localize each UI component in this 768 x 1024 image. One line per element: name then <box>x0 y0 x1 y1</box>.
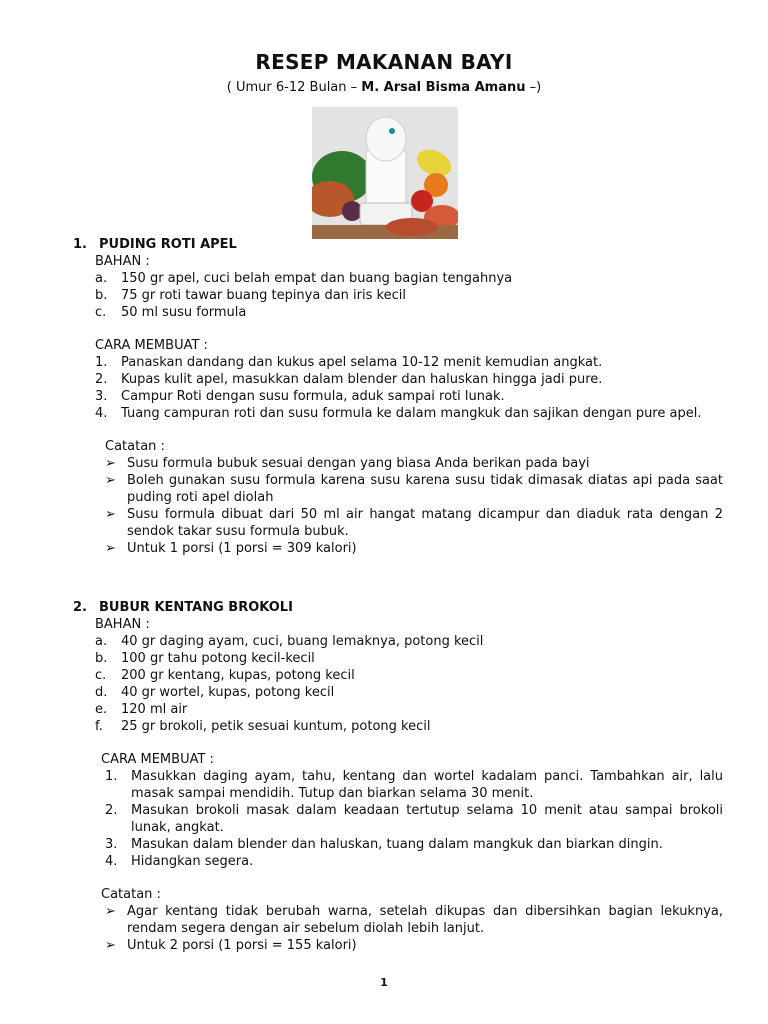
subtitle-prefix: ( Umur 6-12 Bulan – <box>226 80 362 95</box>
list-item: 2. Masukan brokoli masak dalam keadaan tertutup selama 10 menit atau sampai brokoli lunak, angkat. <box>105 803 723 835</box>
cara-label: CARA MEMBUAT : <box>101 752 214 767</box>
blender-vegetables-photo <box>312 107 458 239</box>
method-list <box>105 768 723 870</box>
list-item: ➢ Untuk 1 porsi (1 porsi = 309 kalori) <box>105 541 357 556</box>
list-item: b. 100 gr tahu potong kecil-kecil <box>95 651 315 666</box>
section-number: 1. <box>73 237 87 252</box>
catatan-label: Catatan : <box>101 887 161 902</box>
list-item: 3. Masukan dalam blender dan haluskan, tuang dalam mangkuk dan biarkan dingin. <box>105 837 663 852</box>
subtitle-suffix: –) <box>525 80 542 95</box>
section-2-title <box>73 599 723 616</box>
section-title-text: BUBUR KENTANG BROKOLI <box>99 600 293 615</box>
list-item: ➢ Agar kentang tidak berubah warna, setelah dikupas dan dibersihkan bagian lekuknya, rendam segera dengan air sebelum diolah lebih lanjut. <box>105 904 723 936</box>
bahan-label: BAHAN : <box>95 254 150 269</box>
list-item: b. 75 gr roti tawar buang tepinya dan iris kecil <box>95 288 406 303</box>
method-list <box>95 354 723 422</box>
list-item: f. 25 gr brokoli, petik sesuai kuntum, potong kecil <box>95 719 431 734</box>
page-title: RESEP MAKANAN BAYI <box>255 50 513 74</box>
list-item: 4. Tuang campuran roti dan susu formula ke dalam mangkuk dan sajikan dengan pure apel. <box>95 406 702 421</box>
catatan-label: Catatan : <box>105 439 165 454</box>
list-item: ➢ Susu formula bubuk sesuai dengan yang biasa Anda berikan pada bayi <box>105 456 590 471</box>
list-item: e. 120 ml air <box>95 702 188 717</box>
cara-label: CARA MEMBUAT : <box>95 338 208 353</box>
photo-illustration <box>312 107 458 239</box>
page-subtitle <box>0 80 768 95</box>
list-item: a. 150 gr apel, cuci belah empat dan buang bagian tengahnya <box>95 271 513 286</box>
list-item: d. 40 gr wortel, kupas, potong kecil <box>95 685 335 700</box>
list-item: c. 200 gr kentang, kupas, potong kecil <box>95 668 355 683</box>
notes-list <box>105 455 723 557</box>
page-number: 1 <box>380 976 388 989</box>
subtitle-author: M. Arsal Bisma Amanu <box>361 80 526 95</box>
notes-list <box>105 903 723 954</box>
ingredient-list <box>95 270 723 321</box>
list-item: 1. Panaskan dandang dan kukus apel selama 10-12 menit kemudian angkat. <box>95 355 603 370</box>
recipe-content <box>73 236 723 954</box>
list-item: ➢ Untuk 2 porsi (1 porsi = 155 kalori) <box>105 938 357 953</box>
list-item: a. 40 gr daging ayam, cuci, buang lemaknya, potong kecil <box>95 634 484 649</box>
bahan-label: BAHAN : <box>95 617 150 632</box>
section-title-text: PUDING ROTI APEL <box>99 237 237 252</box>
list-item: 4. Hidangkan segera. <box>105 854 254 869</box>
list-item: 3. Campur Roti dengan susu formula, aduk sampai roti lunak. <box>95 389 505 404</box>
section-number: 2. <box>73 600 87 615</box>
ingredient-list <box>95 633 723 735</box>
section-1-title <box>73 236 723 253</box>
list-item: 2. Kupas kulit apel, masukkan dalam blender dan haluskan hingga jadi pure. <box>95 372 603 387</box>
list-item: c. 50 ml susu formula <box>95 305 247 320</box>
list-item: ➢ Susu formula dibuat dari 50 ml air hangat matang dicampur dan diaduk rata dengan 2 sendok takar susu formula bubuk. <box>105 507 723 539</box>
list-item: ➢ Boleh gunakan susu formula karena susu karena susu tidak dimasak diatas api pada saat puding roti apel diolah <box>105 473 723 505</box>
list-item: 1. Masukkan daging ayam, tahu, kentang dan wortel kadalam panci. Tambahkan air, lalu masak sampai mendidih. Tutup dan biarkan selama 30 menit. <box>105 769 723 801</box>
